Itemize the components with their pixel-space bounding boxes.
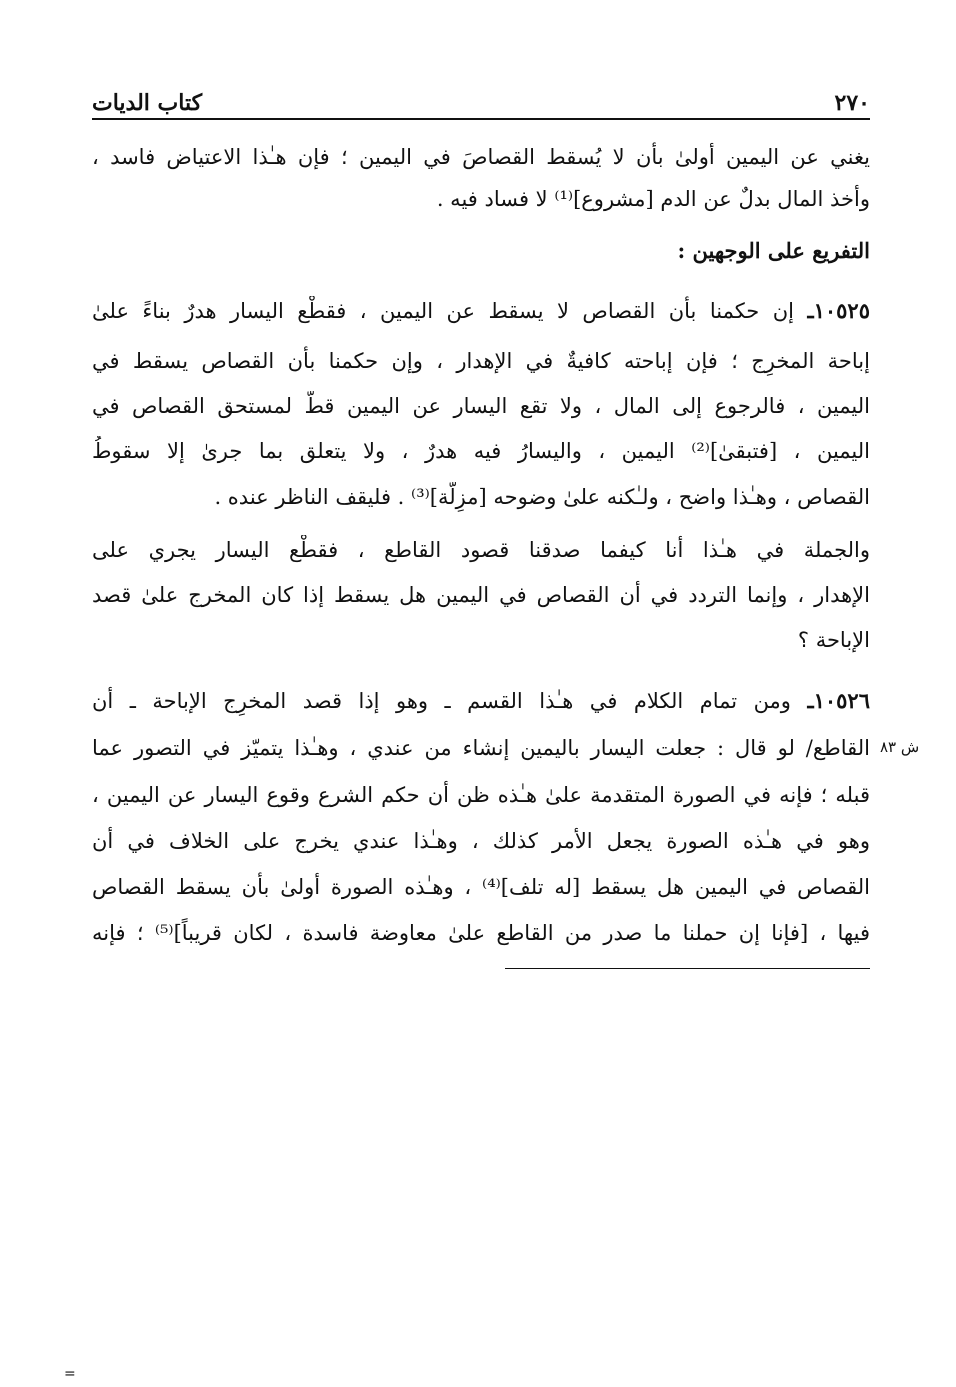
running-header	[92, 82, 870, 120]
body-line: يغني عن اليمين أولىٰ بأن لا يُسقط القصاصَ في اليمين ؛ فإن هـٰذا الاعتياض فاسد ،	[92, 145, 870, 169]
paragraph-number: ١٠٥٢٥ـ	[807, 298, 870, 323]
continuation-mark: =	[64, 1366, 76, 1382]
body-line: والجملة في هـٰذا أنا كيفما صدقنا قصود القاطع ، فقطْع اليسار يجري على	[92, 538, 870, 562]
body-line: ١٠٥٢٦ـ ومن تمام الكلام في هـٰذا القسم ـ وهو إذا قصد المخرِج الإباحة ـ أن	[92, 688, 870, 713]
footnote-separator	[505, 968, 870, 969]
page-number: ٢٧٠	[834, 90, 870, 116]
section-heading: التفريع على الوجهين :	[677, 238, 870, 263]
paragraph-number: ١٠٥٢٦ـ	[807, 688, 870, 713]
body-line: فيها ، [فإنا إن حملنا ما صدر من القاطع علىٰ معاوضة فاسدة ، لكان قريباً]⁽⁵⁾ ؛ فإنه	[92, 921, 870, 945]
body-line: وهو في هـٰذه الصورة يجعل الأمر كذلك ، وهـٰذا عندي يخرج على الخلاف في أن	[92, 829, 870, 853]
body-line: ١٠٥٢٥ـ إن حكمنا بأن القصاص لا يسقط عن اليمين ، فقطْع اليسار هدرٌ بناءً علىٰ	[92, 298, 870, 323]
body-line: وأخذ المال بدلٌ عن الدم [مشروع]⁽¹⁾ لا فساد فيه .	[436, 187, 870, 211]
body-line: القصاص ، وهـٰذا واضح ، ولـٰكنه علىٰ وضوحه [مزِلّة]⁽³⁾ . فليقف الناظر عنده .	[214, 485, 870, 509]
body-line: إباحة المخرِج ؛ فإن إباحته كافيةٌ في الإهدار ، وإن حكمنا بأن القصاص يسقط في	[92, 349, 870, 373]
body-line: القاطع/ لو قال : جعلت اليسار باليمين إنشاء من عندي ، وهـٰذا يتميّز في التصور عما	[92, 736, 870, 760]
margin-reference: ش ٨٣	[880, 738, 920, 756]
body-line: اليمين ، [فتبقىٰ]⁽²⁾ اليمين ، واليسارُ فيه هدرٌ ، ولا يتعلق بما جرىٰ إلا سقوطُ	[92, 439, 870, 463]
body-line: الإباحة ؟	[797, 628, 870, 652]
body-line: القصاص في اليمين هل يسقط [له تلف]⁽⁴⁾ ، وهـٰذه الصورة أولىٰ بأن يسقط القصاص	[92, 875, 870, 899]
body-line: الإهدار ، وإنما التردد في أن القصاص في اليمين هل يسقط إذا كان المخرج علىٰ قصد	[92, 583, 870, 607]
body-line: قبله ؛ فإنه في الصورة المتقدمة علىٰ هـٰذه ظن أن حكم الشرع وقوع اليسار عن اليمين ،	[92, 783, 870, 807]
body-line: اليمين ، فالرجوع إلى المال ، ولا تقع اليسار عن اليمين قطّ لمستحق القصاص في	[92, 394, 870, 418]
book-title: كتاب الديات	[92, 90, 203, 116]
